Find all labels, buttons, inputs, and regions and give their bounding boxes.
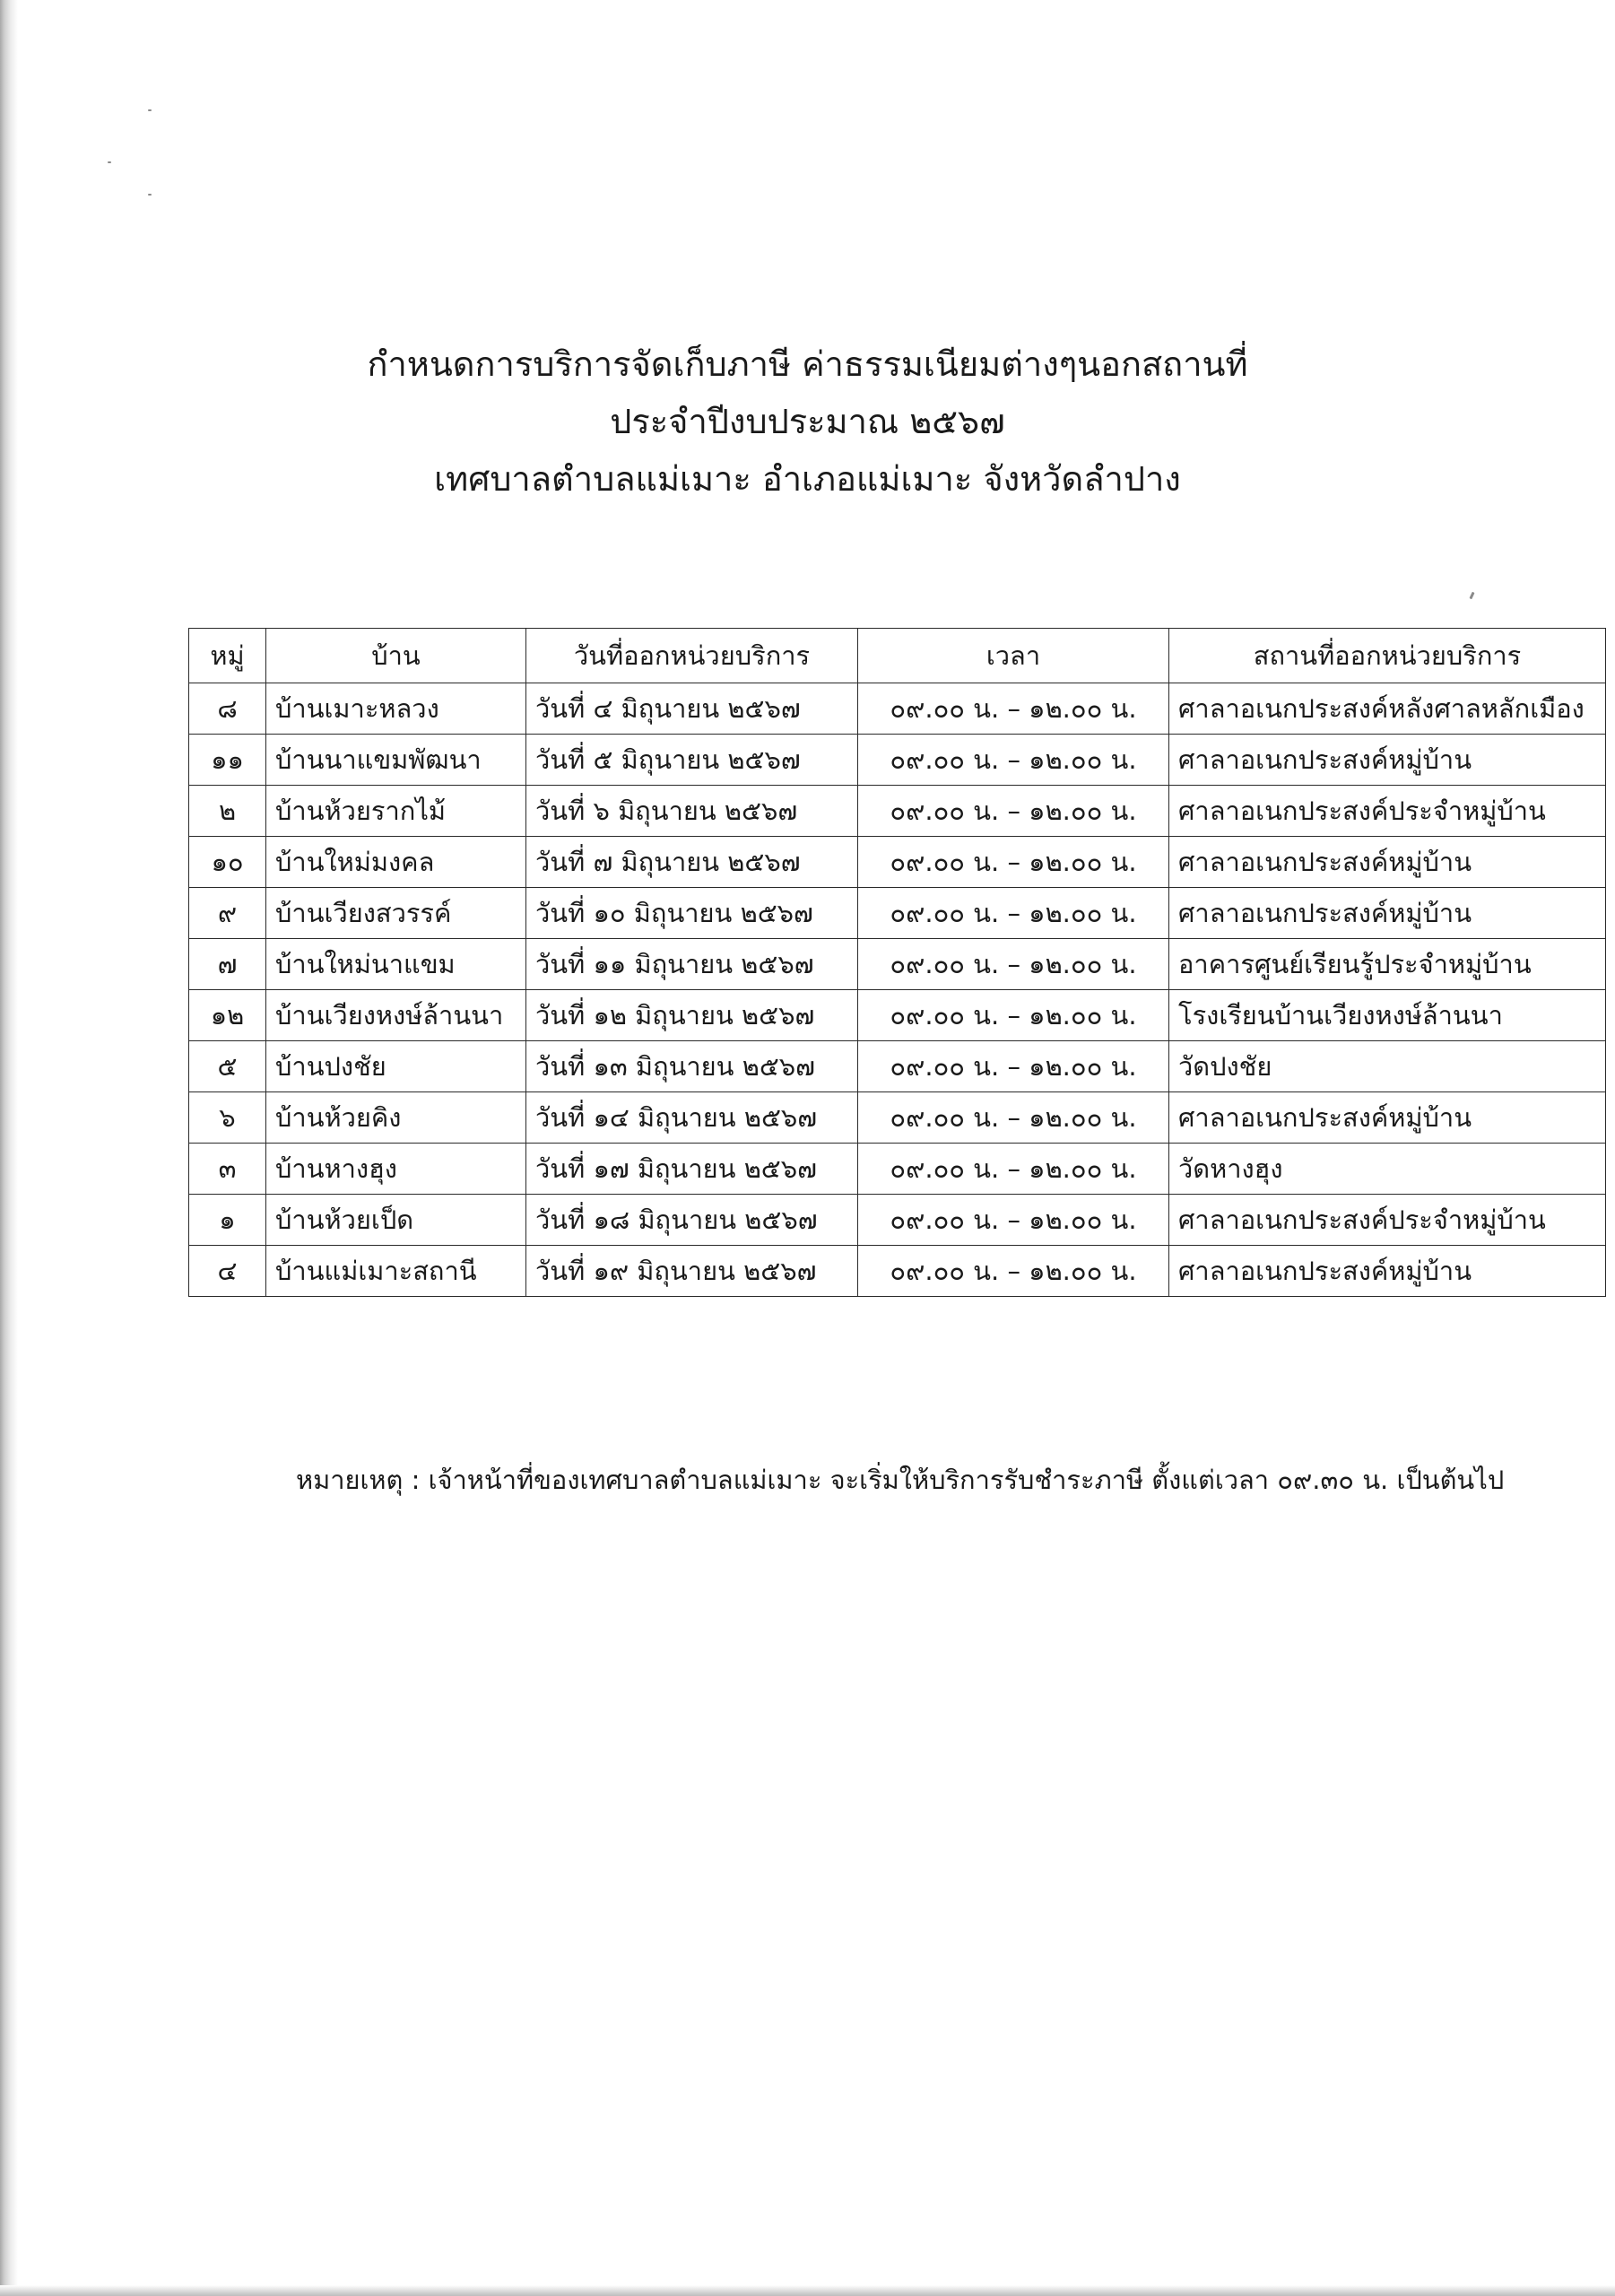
cell-moo: ๒ [189,786,266,837]
cell-time: ๐๙.๐๐ น. – ๑๒.๐๐ น. [858,1092,1169,1144]
cell-date: วันที่ ๑๔ มิถุนายน ๒๕๖๗ [526,1092,858,1144]
cell-moo: ๔ [189,1246,266,1297]
cell-location: วัดหางฮุง [1169,1144,1606,1195]
cell-time: ๐๙.๐๐ น. – ๑๒.๐๐ น. [858,939,1169,990]
table-row [189,1041,1606,1092]
table-row [189,1144,1606,1195]
scan-speck [148,109,152,111]
cell-date: วันที่ ๑๗ มิถุนายน ๒๕๖๗ [526,1144,858,1195]
cell-location: วัดปงชัย [1169,1041,1606,1092]
table-row [189,1092,1606,1144]
cell-moo: ๑๐ [189,837,266,888]
cell-moo: ๑ [189,1195,266,1246]
cell-village: บ้านเวียงสวรรค์ [266,888,526,939]
cell-moo: ๓ [189,1144,266,1195]
cell-time: ๐๙.๐๐ น. – ๑๒.๐๐ น. [858,786,1169,837]
cell-location: ศาลาอเนกประสงค์หมู่บ้าน [1169,888,1606,939]
cell-moo: ๑๒ [189,990,266,1041]
cell-location: โรงเรียนบ้านเวียงหงษ์ล้านนา [1169,990,1606,1041]
cell-location: ศาลาอเนกประสงค์ประจำหมู่บ้าน [1169,1195,1606,1246]
table-row [189,888,1606,939]
cell-location: ศาลาอเนกประสงค์หมู่บ้าน [1169,1246,1606,1297]
cell-date: วันที่ ๑๘ มิถุนายน ๒๕๖๗ [526,1195,858,1246]
cell-moo: ๖ [189,1092,266,1144]
cell-village: บ้านใหม่นาแขม [266,939,526,990]
cell-time: ๐๙.๐๐ น. – ๑๒.๐๐ น. [858,683,1169,735]
scan-speck [1469,592,1474,600]
table-row [189,1246,1606,1297]
cell-date: วันที่ ๗ มิถุนายน ๒๕๖๗ [526,837,858,888]
cell-moo: ๑๑ [189,735,266,786]
cell-date: วันที่ ๔ มิถุนายน ๒๕๖๗ [526,683,858,735]
table-row [189,990,1606,1041]
table-row [189,735,1606,786]
table-row [189,683,1606,735]
cell-date: วันที่ ๕ มิถุนายน ๒๕๖๗ [526,735,858,786]
cell-date: วันที่ ๑๒ มิถุนายน ๒๕๖๗ [526,990,858,1041]
cell-time: ๐๙.๐๐ น. – ๑๒.๐๐ น. [858,1246,1169,1297]
table-row [189,1195,1606,1246]
cell-village: บ้านใหม่มงคล [266,837,526,888]
table-row [189,939,1606,990]
cell-date: วันที่ ๑๑ มิถุนายน ๒๕๖๗ [526,939,858,990]
remark-note: หมายเหตุ : เจ้าหน้าที่ของเทศบาลตำบลแม่เมาะ จะเริ่มให้บริการรับชำระภาษี ตั้งแต่เวลา ๐๙.๓๐ น. เป็นต้นไป [296,1465,1505,1495]
cell-time: ๐๙.๐๐ น. – ๑๒.๐๐ น. [858,990,1169,1041]
cell-date: วันที่ ๑๐ มิถุนายน ๒๕๖๗ [526,888,858,939]
cell-time: ๐๙.๐๐ น. – ๑๒.๐๐ น. [858,1195,1169,1246]
cell-location: ศาลาอเนกประสงค์หมู่บ้าน [1169,735,1606,786]
cell-time: ๐๙.๐๐ น. – ๑๒.๐๐ น. [858,1144,1169,1195]
table-row [189,786,1606,837]
cell-location: อาคารศูนย์เรียนรู้ประจำหมู่บ้าน [1169,939,1606,990]
cell-village: บ้านนาแขมพัฒนา [266,735,526,786]
cell-moo: ๘ [189,683,266,735]
cell-village: บ้านหางฮุง [266,1144,526,1195]
cell-date: วันที่ ๖ มิถุนายน ๒๕๖๗ [526,786,858,837]
scan-bottom-edge-shadow [0,2285,1615,2296]
scan-speck [148,194,152,196]
cell-village: บ้านปงชัย [266,1041,526,1092]
cell-location: ศาลาอเนกประสงค์หลังศาลหลักเมือง [1169,683,1606,735]
cell-village: บ้านแม่เมาะสถานี [266,1246,526,1297]
cell-moo: ๗ [189,939,266,990]
cell-moo: ๙ [189,888,266,939]
cell-date: วันที่ ๑๙ มิถุนายน ๒๕๖๗ [526,1246,858,1297]
cell-time: ๐๙.๐๐ น. – ๑๒.๐๐ น. [858,1041,1169,1092]
column-header-service-date: วันที่ออกหน่วยบริการ [526,629,858,683]
cell-village: บ้านเวียงหงษ์ล้านนา [266,990,526,1041]
cell-location: ศาลาอเนกประสงค์ประจำหมู่บ้าน [1169,786,1606,837]
table-header-row [189,629,1606,683]
column-header-village: บ้าน [266,629,526,683]
cell-village: บ้านห้วยเป็ด [266,1195,526,1246]
cell-moo: ๕ [189,1041,266,1092]
table-row [189,837,1606,888]
cell-time: ๐๙.๐๐ น. – ๑๒.๐๐ น. [858,735,1169,786]
document-title-line-3: เทศบาลตำบลแม่เมาะ อำเภอแม่เมาะ จังหวัดลำปาง [434,459,1181,499]
service-schedule-table [188,628,1606,1297]
column-header-time: เวลา [858,629,1169,683]
cell-location: ศาลาอเนกประสงค์หมู่บ้าน [1169,837,1606,888]
cell-village: บ้านห้วยรากไม้ [266,786,526,837]
column-header-moo: หมู่ [189,629,266,683]
cell-time: ๐๙.๐๐ น. – ๑๒.๐๐ น. [858,888,1169,939]
cell-location: ศาลาอเนกประสงค์หมู่บ้าน [1169,1092,1606,1144]
document-title-line-1: กำหนดการบริการจัดเก็บภาษี ค่าธรรมเนียมต่างๆนอกสถานที่ [367,344,1248,384]
cell-time: ๐๙.๐๐ น. – ๑๒.๐๐ น. [858,837,1169,888]
cell-village: บ้านห้วยคิง [266,1092,526,1144]
document-title-line-2: ประจำปีงบประมาณ ๒๕๖๗ [610,402,1005,441]
column-header-service-location: สถานที่ออกหน่วยบริการ [1169,629,1606,683]
cell-village: บ้านเมาะหลวง [266,683,526,735]
cell-date: วันที่ ๑๓ มิถุนายน ๒๕๖๗ [526,1041,858,1092]
scan-speck [108,161,111,163]
